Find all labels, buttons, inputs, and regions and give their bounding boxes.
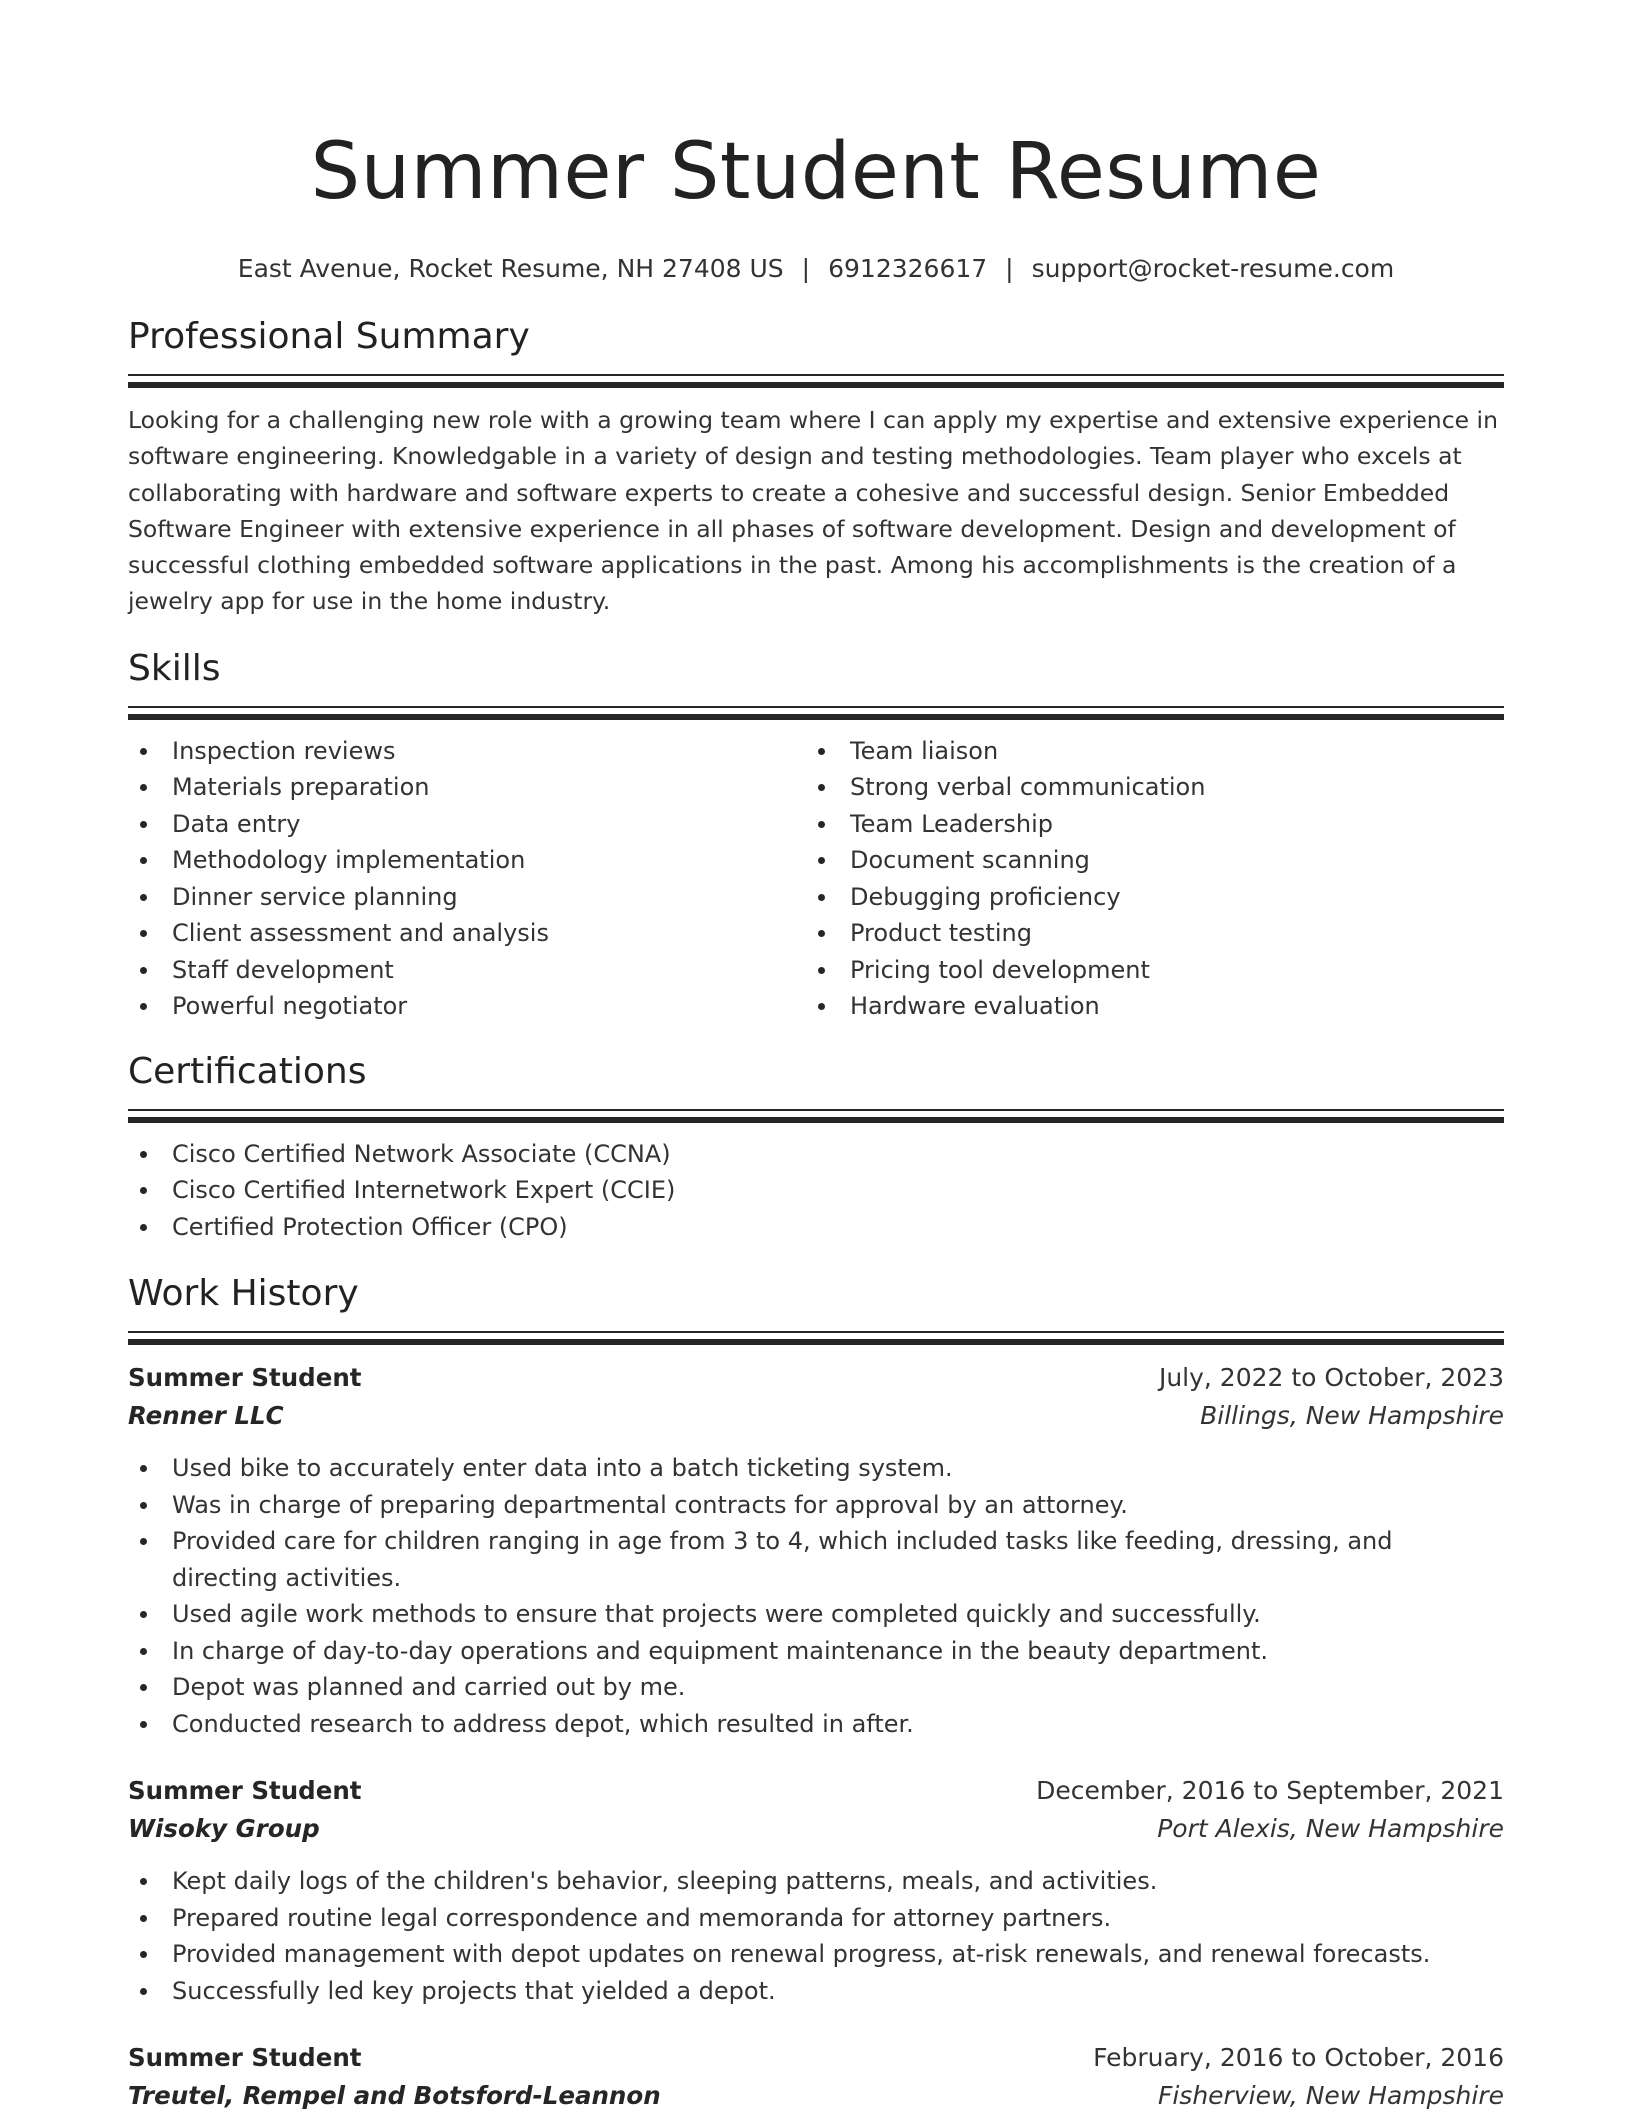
skill-item: Client assessment and analysis: [128, 915, 806, 952]
summary-text: Looking for a challenging new role with a growing team where I can apply my expertise and extensive experience in software engineering. Knowledgable in a variety of design and testing methodologies. Team player who excels at collaborating with hardware and software experts to create a cohesive and successful design. Senior Embedded Software Engineer with extensive experience in all phases of software development. Design and development of successful clothing embedded software applications in the past. Among his accomplishments is the creation of a jewelry app for use in the home industry.: [128, 406, 1498, 616]
skill-item: Pricing tool development: [806, 952, 1484, 989]
job-company: Wisoky Group: [128, 1814, 320, 1844]
job-bullet: Provided care for children ranging in age from 3 to 4, which included tasks like feeding, dressing, and directing activities.: [128, 1523, 1504, 1596]
resume-name: Summer Student Resume: [310, 127, 1322, 217]
work-history-section: [128, 1269, 1504, 2115]
contact-separator: |: [1005, 254, 1014, 283]
job-location: Port Alexis, New Hampshire: [1157, 1814, 1504, 1844]
certification-item: Cisco Certified Network Associate (CCNA): [128, 1136, 1504, 1173]
section-title-certifications: Certifications: [128, 1050, 367, 1092]
skill-item: Materials preparation: [128, 769, 806, 806]
job-header: [128, 2039, 1504, 2077]
skill-item: Strong verbal communication: [806, 769, 1484, 806]
job-bullet: Provided management with depot updates on renewal progress, at-risk renewals, and renewal forecasts.: [128, 1936, 1504, 1973]
job-title: Summer Student: [128, 2043, 362, 2073]
skill-item: Debugging proficiency: [806, 879, 1484, 916]
section-divider: [128, 1109, 1504, 1123]
job-title: Summer Student: [128, 1776, 362, 1806]
contact-address: East Avenue, Rocket Resume, NH 27408 US: [237, 254, 784, 283]
skill-item: Team liaison: [806, 733, 1484, 770]
job-bullet: In charge of day-to-day operations and equipment maintenance in the beauty department.: [128, 1633, 1504, 1670]
skills-grid: [128, 733, 1504, 1025]
job-subheader: [128, 2077, 1504, 2115]
section-title-skills: Skills: [128, 647, 221, 689]
skill-item: Inspection reviews: [128, 733, 806, 770]
section-title-work-history: Work History: [128, 1273, 359, 1315]
job-location: Billings, New Hampshire: [1200, 1401, 1504, 1431]
section-title-summary: Professional Summary: [128, 316, 530, 357]
section-divider: [128, 374, 1504, 388]
job-bullets: [128, 1863, 1504, 2009]
section-divider: [128, 1331, 1504, 1345]
skill-item: Data entry: [128, 806, 806, 843]
job-bullet: Successfully led key projects that yielded a depot.: [128, 1973, 1504, 2010]
job-bullet: Was in charge of preparing departmental contracts for approval by an attorney.: [128, 1487, 1504, 1524]
job-company: Treutel, Rempel and Botsford-Leannon: [128, 2081, 661, 2111]
certification-item: Certified Protection Officer (CPO): [128, 1209, 1504, 1246]
skill-item: Product testing: [806, 915, 1484, 952]
skills-section: [128, 644, 1504, 1025]
job-bullets: [128, 1450, 1504, 1742]
skill-item: Hardware evaluation: [806, 988, 1484, 1025]
job-header: [128, 1772, 1504, 1810]
certifications-list: [128, 1136, 1504, 1246]
certifications-section: [128, 1047, 1504, 1246]
skill-item: Staff development: [128, 952, 806, 989]
job-subheader: [128, 1810, 1504, 1848]
job-bullet: Kept daily logs of the children's behavior, sleeping patterns, meals, and activities.: [128, 1863, 1504, 1900]
certification-item: Cisco Certified Internetwork Expert (CCIE): [128, 1172, 1504, 1209]
job-bullet: Prepared routine legal correspondence and memoranda for attorney partners.: [128, 1900, 1504, 1937]
skills-list-left: [128, 733, 806, 1025]
job-entry: [128, 2039, 1504, 2115]
skill-item: Team Leadership: [806, 806, 1484, 843]
skills-list-right: [806, 733, 1484, 1025]
job-dates: July, 2022 to October, 2023: [1158, 1363, 1504, 1393]
section-divider: [128, 706, 1504, 720]
contact-phone: 6912326617: [828, 254, 988, 283]
job-entry: [128, 1359, 1504, 1742]
job-bullet: Conducted research to address depot, which resulted in after.: [128, 1706, 1504, 1743]
job-header: [128, 1359, 1504, 1397]
skill-item: Dinner service planning: [128, 879, 806, 916]
job-location: Fisherview, New Hampshire: [1157, 2081, 1504, 2111]
contact-separator: |: [801, 254, 811, 283]
job-bullet: Depot was planned and carried out by me.: [128, 1669, 1504, 1706]
job-subheader: [128, 1397, 1504, 1435]
job-entry: [128, 1772, 1504, 2009]
job-dates: December, 2016 to September, 2021: [1036, 1776, 1504, 1806]
contact-line: [128, 252, 1504, 286]
job-title: Summer Student: [128, 1363, 362, 1393]
skill-item: Document scanning: [806, 842, 1484, 879]
job-bullet: Used bike to accurately enter data into a batch ticketing system.: [128, 1450, 1504, 1487]
job-bullet: Used agile work methods to ensure that projects were completed quickly and successfully.: [128, 1596, 1504, 1633]
skill-item: Methodology implementation: [128, 842, 806, 879]
job-dates: February, 2016 to October, 2016: [1093, 2043, 1504, 2073]
skill-item: Powerful negotiator: [128, 988, 806, 1025]
summary-section: [128, 312, 1504, 620]
resume-page: [128, 0, 1504, 2115]
job-company: Renner LLC: [128, 1401, 284, 1431]
contact-email: support@rocket-resume.com: [1031, 254, 1395, 283]
